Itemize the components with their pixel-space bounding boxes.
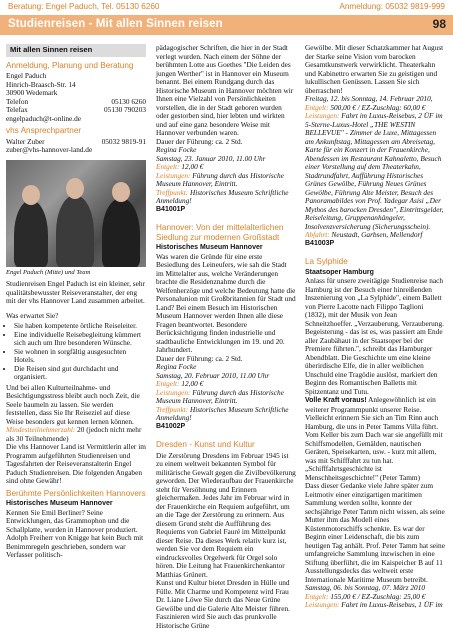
heading-personalities: Berühmte Persönlichkeiten Hannovers [6,488,146,498]
body-text: Anlass für unsere zweitägige Studienreise nach Hamburg ist der Besuch einer hinreißenden Inszenierung von „La Sylphide", einem Ballett von Pierre Lacotte nach Filippo Taglioni (1832), mit der Musik von Jean Schneitzhoeffer. „Verzauberung, Verzauberung. Begeisterung - das ist es, was passiert am Ende aller Zaubähaut in der Staatsoper bei der Premiere führten.", schreibt das Hamburger Abendblatt. Die Geschichte um eine kleine überirdische Elfe, die in aller weiblichen Unschuld eine Tragödie auslöst, markiert den Beginn des Romantischen Balletts mit Spitzentanz und Tutu. [305,276,444,396]
meet-label: Treffpunkt: [156,187,189,197]
top-header [0,0,453,14]
contact-city: 30900 Wedemark [6,88,58,97]
column-3 [305,44,445,610]
course-code: B41001P [156,205,186,213]
min-value: 20 (jedoch nicht mehr als 30 Teilnehmende) [6,425,142,443]
departure [305,231,445,240]
date: Samstag, 20. Februar 2010, 11.00 Uhr [156,370,270,380]
body-text: Und bei allen Kulturteilnahme- und Besichtigungsstress bleibt auch noch Zeit, die Seele baumeln zu lassen. Sie werden feststellen, dass Sie Ihr Reiseziel auf diese Weise besonders gut kennen lernen können. [6,382,140,426]
services-label: Leistungen: [305,111,340,120]
min-label: Mindestteilnehmerzahl: [6,425,76,434]
body-text: Dass dieser Gedanke viele Jahre später zum Leitmotiv einer einzigartigen maritimen Sammlung werden sollte, konnte der sechsjährige Peter Tamm nicht wissen, als seine Mutter ihm das Modell eines Küstenmotorschiffs schenkte. Es war der Beginn einer Leidenschaft, die bis zum heutigen Tag anhält. Prof. Peter Tamm hat seine umfangreiche Sammlung inzwischen in eine Stiftung überführt, die im Kaispeicher B auf 11 Ausstellungsdecks das weltweit erste Internationale Maritime Museum betreibt. [305,481,445,584]
page-number: 98 [432,17,446,31]
team-photo [6,160,146,267]
duration: Dauer der Führung: ca. 2 Std. [156,353,243,363]
price-value: 155,00 € / EZ-Zuschlag: 25,00 € [328,591,426,601]
min-participants [6,426,146,443]
meet-value: Historisches Museum Schriftliche Anmeldung! [156,187,289,205]
leader: Regina Focke [156,145,197,154]
price-label: Entgelt: [305,102,329,112]
photo-caption: Engel Paduch (Mitte) und Team [6,268,91,276]
partner-phone: 05032 9819-91 [101,136,146,146]
fax-label: Telefax [6,105,28,114]
body-text: Die vhs Hannover Land ist Vermittlerin aller im Programm aufgeführten Studienreisen und Tagesfahrten der Reiseveranstalterin Engel Paduch Studienreisen. Die folgenden Angaben sind ohne Gewähr! [6,442,146,485]
price-value: 500,00 € / EZ-Zuschlag: 60,00 € [328,102,426,112]
date: Freitag, 12. bis Sonntag, 14. Februar 2010, [305,94,433,103]
partner-email-link[interactable]: zuber@vhs-hannover-land.de [6,145,93,154]
price-label: Entgelt: [156,379,180,388]
venue: Historisches Museum Hannover [6,500,113,507]
volle-kraft-text: Anlegewöhnlich ist ein weiterer Programmpunkt unserer Reise. Vielleicht erinnern Sie sich an Tim Rinn auch Hamburg, die uns in Peter Tamms Villa führt. Vom Keller bis zum Dach war sie angefüllt mit Schiffsmodellen, Gemälden, nautischen Geräten, Speisekarten, usw. - kurz mit allem, was mit Schifffahrt zu tun hat. „Schifffahrtsgeschichte ist Menschheitsgeschichte!" (Peter Tamm) [305,395,443,482]
services [156,172,296,189]
page-title: Studienreisen - Mit allen Sinnen reisen [8,18,223,30]
course-code: B41003P [305,239,335,247]
meeting-point [156,406,296,423]
body-text: Kennen Sie Emil Berliner? Seine Entwicklungen, das Grammophon und die Schallplatte, wurden in Hannover produziert. Adolph Freiherr von Knigge hat kein Buch mit Benimmregeln geschrieben, sondern war Verfasser politisch- [6,507,144,559]
volle-kraft-label: Volle Kraft voraus! [305,397,367,404]
course-code: B41002P [156,422,186,430]
body-text: Gewölbe. Mit dieser Schatzkammer hat August der Starke seine Vision vom barocken Gesamtkunstwerk verwirklicht. Theaterkahn und Kabinettro erwarten Sie zu geistigen und lukullischen Genüssen. Lassen Sie sich überraschen! [305,43,444,95]
services-label: Leistungen: [305,600,340,609]
registration-line: Anmeldung: 05032 9819-999 [339,2,445,11]
heading-dresden: Dresden - Kunst und Kultur [156,440,255,449]
services-value: Führung durch das Historische Museum Hannover, Eintritt. [156,387,284,405]
meet-label: Treffpunkt: [156,404,189,414]
list-item: • Eine individuelle Reisebegleitung kümmert sich auch um Ihre besonderen Wünsche. [14,331,146,348]
body-text: pädagogischer Schriften, die hier in der Stadt verlegt wurden. Nach einem der Söhne der berühmten Lotte aus Goethes "Die Leiden des jungen Werther" ist in Hannover ein Museum benannt. Bei einem Rundgang durch das Historische Museum in Hannover möchten wir Ihnen eine Vielzahl von Persönlichkeiten vorstellen, die in der Stadt geboren wurden oder gestorben sind, hier lebten und wirkten und auf eine ganz besondere Weise mit Hannover verbunden waren. [156,43,294,137]
intro-text: Studienreisen Engel Paduch ist ein kleiner, sehr qualitätsbewusster Reiseveranstalter, der eng mit der vhs Hannover Land zusammen arbeitet. [6,279,145,305]
fax-value: 05130 790203 [104,105,146,114]
departure-label: Abfahrt: [305,230,330,239]
services-value: Fahrt im Luxus-Reisebus, 1 ÜF im [339,600,443,609]
body-text: Was waren die Gründe für eine erste Besiedlung des Leineufers, wie sah die Stadt im Mittelalter aus, welche Veränderungen brachte die Residenznahme durch die Welfenherzöge und welche Bedeutung hatte die Personalunion mit Großbritannien für Stadt und Land? Bei einem Besuch im Historischen Museum Hannover werden Ihnen alle diese Fragen beantwortet. Besondere Berücksichtigung finden industrielle und stadtbauliche Entwicklungen im 19. und 20. Jahrhundert. [156,251,296,354]
services-value: Führung durch das Historische Museum Hannover, Eintritt. [156,170,284,188]
meeting-point [156,189,296,206]
sidebox-title: Mit allen Sinnen reisen [6,44,146,57]
services [305,601,445,610]
column-2 [156,44,296,630]
price-value: 12,00 € [179,162,204,171]
services-label: Leistungen: [156,170,191,180]
duration: Dauer der Führung: ca. 2 Std. [156,136,243,146]
services-value: Fahrt im Luxus-Reisebus, 2 ÜF im 5-Sterne-Luxus-Hotel „THE WESTIN BELLEVUE" - Zimmer de Luxe, Mittagessen am Ankunftstag, Mittagessen am Abreisetag, Karte für ein Konzert in der Frauenkirche, Abendessen im Restaurant Kahnaletto, Besuch einer Vorstellung auf dem Theaterkahn, Stadtrundfahrt, Aufführung Historisches Grünes Gewölbe, Führung Neues Grünes Gewölbe, Führung Alte Meister, Besuch des Panoramabildes von Prof. Yadegar Asisi „Der Mythos des barocken Dresden", Eintrittsgelder, Reiseleitung, Gruppenanhängeler, Insolvenzversicherung (Sicherungsschein). [305,111,444,231]
services-label: Leistungen: [156,387,191,397]
contact-name: Engel Paduch [6,71,47,80]
services [156,389,296,406]
contact-street: Hinrich-Braasch-Str. 14 [6,79,76,89]
title-band [0,15,453,35]
body-text: Kunst und Kultur bietet Dresden in Hülle und Fülle. Mit Charme und Kompetenz wird Frau Dr. Liane Löwe Sie durch das Neue Grüne Gewölbe und die Galerie Alte Meister führen. Faszinieren wird Sie auch das prunkvolle Historische Grüne [156,578,290,630]
venue: Historisches Museum Hannover [156,244,263,251]
heading-sylphide: La Sylphide [305,257,348,266]
price-value: 12,00 € [179,379,204,388]
phone-label: Telefon [6,96,29,106]
venue: Staatsoper Hamburg [305,268,374,276]
meet-value: Historisches Museum Schriftliche Anmeldung! [156,404,289,422]
price-label: Entgelt: [305,591,329,601]
partner-name: Walter Zuber [6,136,45,146]
consult-line: Beratung: Engel Paduch, Tel. 05130 6260 [8,2,160,11]
heading-contact-person: vhs Ansprechpartner [6,126,82,135]
list-item: • Die Reisen sind gut durchdacht und organisiert. [14,365,146,382]
expect-text: Was erwartet Sie? [6,310,59,320]
leader: Regina Focke [156,362,197,371]
services [305,112,445,231]
list-item: • Sie wohnen in sorgfältig ausgesuchten Hotels. [14,348,146,365]
heading-hannover: Hannover: Von der mittelalterlichen Siedlung zur modernen Großstadt [156,223,284,242]
date: Samstag, 06. bis Sonntag, 07. März 2010 [305,583,425,592]
heading-registration: Anmeldung, Planung und Beratung [6,60,134,70]
date: Samstag, 23. Januar 2010, 11.00 Uhr [156,153,266,163]
phone-value: 05130 6260 [111,96,146,106]
body-text: Die Zerstörung Dresdens im Februar 1945 ist zu einem weltweit bekannten Symbol für militärische Gewalt gegen die Zivilbevölkerung geworden. Der Wiederaufbau der Frauenkirche steht für Versöhnung und Erinnern gleichermaßen. Jedes Jahr im Februar wird in der Frauenkirche ein Requiem aufgeführt, um an die Tage der Zerstörung zu erinnern. Aus diesem Grund steht die Aufführung des Requiems von Gabriel Fauré im Mittelpunkt dieser Reise. Da dieses Werk relativ kurz ist, werden Sie vor dem Requiem ein eindrucksvolles Orgelwerk für Orgel solo hören. Die Leitung hat Frauenkirchenkantor Matthias Grünert. [156,450,296,579]
list-item: • Sie haben kompetente örtliche Reiseleiter. [14,322,146,331]
column-1 [6,44,146,560]
email-link[interactable]: engelpaduch@t-online.de [6,113,81,123]
volle-kraft [305,396,445,482]
price-label: Entgelt: [156,162,180,171]
benefit-list [6,322,146,382]
departure-value: Neustadt, Garbsen, Mellendorf [329,230,423,239]
